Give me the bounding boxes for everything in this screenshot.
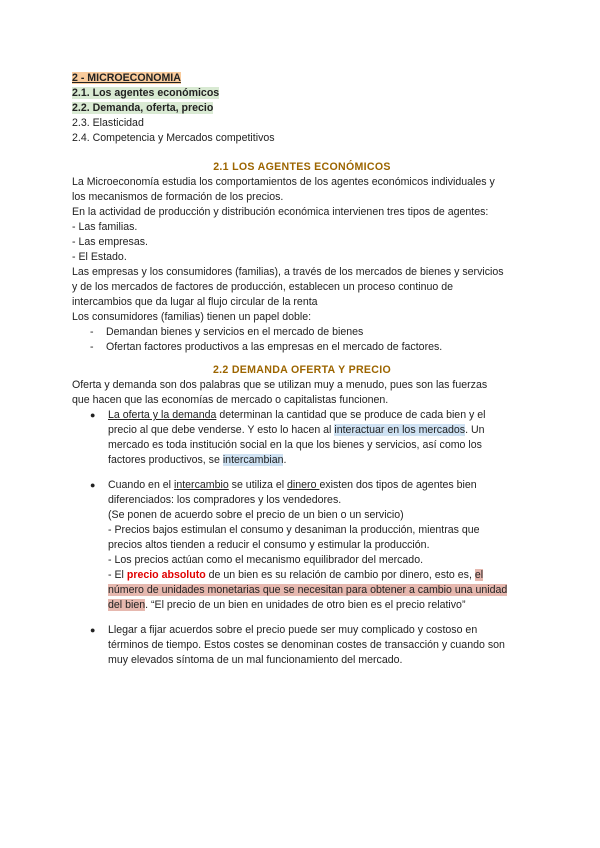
red-bold-term: precio absoluto — [126, 569, 206, 581]
bullet-line — [108, 478, 532, 493]
paragraph-line: Las empresas y los consumidores (familias), a través de los mercados de bienes y servicios — [72, 266, 504, 278]
toc-item-3: 2.3. Elasticidad — [72, 117, 144, 129]
paragraph-line: La Microeconomía estudia los comportamientos de los agentes económicos individuales y — [72, 176, 495, 188]
paragraph-line: intercambios que da lugar al flujo circular de la renta — [72, 296, 318, 308]
bullet-line — [108, 423, 532, 438]
bullet-line: precios altos tienden a reducir el consumo y estimular la producción. — [108, 539, 430, 551]
text-span: se utiliza el — [228, 479, 288, 491]
text-span: factores productivos, se — [108, 454, 223, 466]
bullet-marker: ● — [90, 625, 96, 635]
text-span: . Un — [465, 424, 485, 436]
list-item-text: Demandan bienes y servicios en el mercado de bienes — [106, 326, 364, 338]
bullet-marker: ● — [90, 480, 96, 490]
underlined-term: dinero — [287, 479, 320, 491]
paragraph-line: - El Estado. — [72, 251, 127, 263]
bullet-line: mercado es toda institución social en la que los bienes y servicios, así como los — [108, 439, 482, 451]
text-span: de un bien es su relación de cambio por dinero, esto es, — [205, 569, 475, 581]
text-span: . “El precio de un bien en unidades de otro bien es el precio relativo” — [145, 599, 466, 611]
toc-main-title — [72, 71, 532, 86]
text-span: existen dos tipos de agentes bien — [319, 479, 477, 491]
bullet-line: Llegar a fijar acuerdos sobre el precio puede ser muy complicado y costoso en — [108, 624, 478, 636]
section-heading-demanda: 2.2 DEMANDA OFERTA Y PRECIO — [212, 364, 392, 376]
highlight-red: el — [474, 569, 484, 581]
highlight-blue: interactuar en los mercados — [334, 424, 466, 436]
paragraph-line: y de los mercados de factores de producción, establecen un proceso continuo de — [72, 281, 454, 293]
toc-item-2-text: 2.2. Demanda, oferta, precio — [72, 102, 214, 114]
bullet-line: (Se ponen de acuerdo sobre el precio de un bien o un servicio) — [108, 509, 404, 521]
highlight-red: número de unidades monetarias que se necesitan para obtener a cambio una unidad — [108, 584, 508, 596]
section-agentes-body — [72, 175, 532, 355]
list-item — [72, 340, 532, 355]
text-span: Cuando en el — [108, 479, 174, 491]
bullet-line: - Precios bajos estimulan el consumo y desaniman la producción, mientras que — [108, 524, 480, 536]
toc-item-1 — [72, 86, 532, 101]
paragraph-line: los mecanismos de formación de los precios. — [72, 191, 284, 203]
document-content — [72, 71, 532, 668]
paragraph-line: que hacen que las economías de mercado o capitalistas funcionen. — [72, 394, 389, 406]
bullet-list — [72, 408, 532, 668]
section-demanda-body — [72, 378, 532, 668]
toc-item-4: 2.4. Competencia y Mercados competitivos — [72, 132, 275, 144]
bullet-line — [108, 408, 532, 423]
bullet-line — [108, 583, 532, 598]
bullet-marker: ● — [90, 410, 96, 420]
dash-marker: - — [90, 341, 94, 353]
toc-item-1-text: 2.1. Los agentes económicos — [72, 87, 220, 99]
bullet-line — [108, 453, 532, 468]
list-item — [72, 325, 532, 340]
paragraph-line: Oferta y demanda son dos palabras que se utilizan muy a menudo, pues son las fuerzas — [72, 379, 488, 391]
bullet-item-intercambio — [72, 478, 532, 613]
text-span: determinan la cantidad que se produce de cada bien y el — [216, 409, 486, 421]
bullet-item-acuerdos — [72, 623, 532, 668]
text-span: . — [283, 454, 287, 466]
underlined-term: intercambio — [173, 479, 229, 491]
bullet-line: muy elevados síntoma de un mal funcionamiento del mercado. — [108, 654, 403, 666]
paragraph-line: - Las familias. — [72, 221, 138, 233]
bullet-line: - Los precios actúan como el mecanismo equilibrador del mercado. — [108, 554, 424, 566]
bullet-item-oferta-demanda — [72, 408, 532, 468]
dash-marker: - — [90, 326, 94, 338]
list-item-text: Ofertan factores productivos a las empresas en el mercado de factores. — [106, 341, 443, 353]
toc-main-title-text: 2 - MICROECONOMIA — [72, 72, 181, 84]
bullet-line: términos de tiempo. Estos costes se denominan costes de transacción y cuando son — [108, 639, 505, 651]
bullet-line — [108, 568, 532, 583]
paragraph-line: En la actividad de producción y distribución económica intervienen tres tipos de agentes: — [72, 206, 489, 218]
highlight-blue: intercambian — [222, 454, 284, 466]
bullet-line: diferenciados: los compradores y los vendedores. — [108, 494, 342, 506]
paragraph-line: Los consumidores (familias) tienen un papel doble: — [72, 311, 312, 323]
paragraph-line: - Las empresas. — [72, 236, 148, 248]
bullet-line — [108, 598, 532, 613]
underlined-term: La oferta y la demanda — [108, 409, 217, 421]
highlight-red: del bien — [108, 599, 146, 611]
toc-item-2 — [72, 101, 532, 116]
consumer-roles-list — [72, 325, 532, 355]
text-span: - El — [108, 569, 127, 581]
section-heading-agentes: 2.1 LOS AGENTES ECONÓMICOS — [213, 161, 391, 173]
text-span: precio al que debe venderse. Y esto lo hacen al — [108, 424, 335, 436]
